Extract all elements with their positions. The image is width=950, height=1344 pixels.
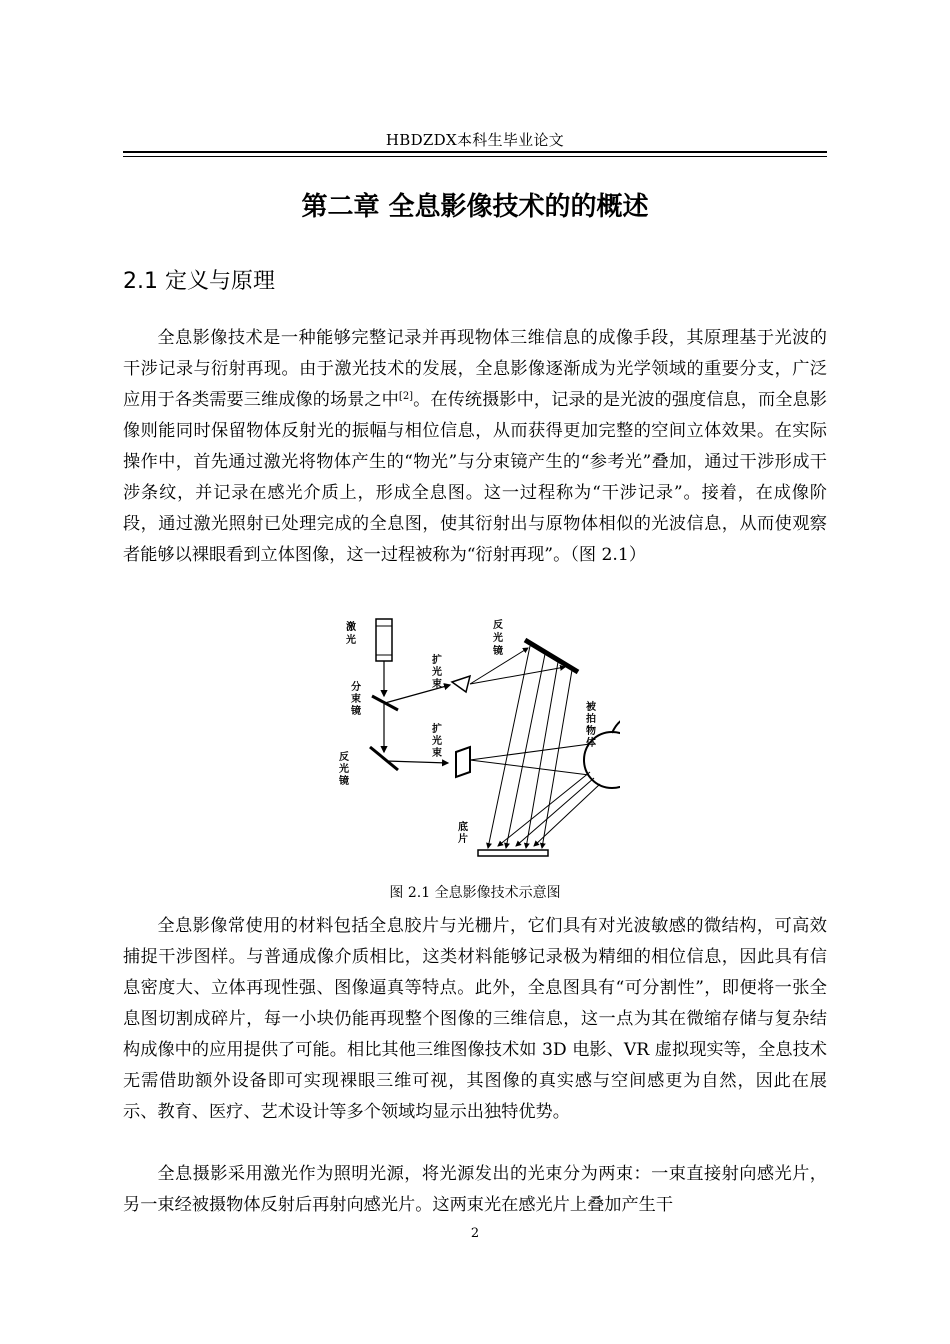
paragraph-text: 全息影像技术是一种能够完整记录并再现物体三维信息的成像手段，其原理基于光波的干涉记录与衍射再现。由于激光技术的发展，全息影像逐渐成为光学领域的重要分支，广泛应用于各类需要三维成像的场景之中 <box>123 328 827 410</box>
label-char: 激 <box>346 622 356 633</box>
hologram-diagram <box>330 612 620 862</box>
label-char: 光 <box>346 635 356 646</box>
label-char: 光 <box>432 736 442 747</box>
label-char: 被 <box>586 702 596 713</box>
label-char: 片 <box>458 834 468 845</box>
label-expander-2 <box>432 722 442 759</box>
label-char: 光 <box>493 633 503 644</box>
label-object <box>586 700 597 749</box>
label-char: 反 <box>339 752 349 763</box>
label-laser <box>346 620 356 646</box>
figure-caption: 图 2.1 全息影像技术示意图 <box>389 885 561 901</box>
label-char: 光 <box>432 667 442 678</box>
label-char: 底 <box>458 822 468 833</box>
label-film <box>458 820 468 845</box>
paragraph-materials: 全息影像常使用的材料包括全息胶片与光栅片，它们具有对光波敏感的微结构，可高效捕捉干涉图样。与普通成像介质相比，这类材料能够记录极为精细的相位信息，因此具有信息密度大、立体再现性强、图像逼真等特点。此外，全息图具有“可分割性”，即便将一张全息图切割成碎片，每一小块仍能再现整个图像的三维信息，这一点为其在微缩存储与复杂结构成像中的应用提供了可能。相比其他三维图像技术如 3D 电影、VR 虚拟现实等，全息技术无需借助额外设备即可实现裸眼三维可视，其图像的真实感与空间感更为自然，因此在展示、教育、医疗、艺术设计等多个领域均显示出独特优势。 <box>123 916 827 1122</box>
label-mirror-left <box>339 750 349 787</box>
paragraph-text: 。在传统摄影中，记录的是光波的强度信息，而全息影像则能同时保留物体反射光的振幅与相位信息，从而获得更加完整的空间立体效果。在实际操作中，首先通过激光将物体产生的“物光”与分束镜产生的“参考光”叠加，通过干涉形成干涉条纹，并记录在感光介质上，形成全息图。这一过程称为“干涉记录”。接着，在成像阶段，通过激光照射已处理完成的全息图，使其衍射出与原物体相似的光波信息，从而使观察者能够以裸眼看到立体图像，这一过程被称为“衍射再现”。（图 2.1） <box>123 390 827 565</box>
label-char: 束 <box>432 748 442 759</box>
label-mirror-top <box>493 618 503 657</box>
label-char: 物 <box>586 726 596 737</box>
header-rule-thick <box>123 151 827 153</box>
label-char: 束 <box>351 694 361 705</box>
header-rule-thin <box>123 156 827 157</box>
label-expander-1 <box>432 653 442 690</box>
label-char: 反 <box>493 620 503 631</box>
label-char: 分 <box>351 682 361 693</box>
citation-ref[interactable]: [2] <box>398 391 414 402</box>
running-header: HBDZDX本科生毕业论文 <box>385 131 565 149</box>
label-char: 镜 <box>339 776 349 787</box>
label-char: 扩 <box>432 724 442 735</box>
paragraph-definition <box>123 323 827 571</box>
label-char: 束 <box>432 679 442 690</box>
mirror-top <box>525 640 578 672</box>
reference-beam-to-expander <box>386 761 448 763</box>
beam-expander-bottom <box>456 747 470 777</box>
label-char: 光 <box>339 764 349 775</box>
label-char: 镜 <box>493 646 503 657</box>
chapter-title: 第二章 全息影像技术的的概述 <box>301 192 649 222</box>
label-char: 拍 <box>586 714 596 725</box>
film-plate <box>478 850 548 856</box>
label-char: 扩 <box>432 655 442 666</box>
label-splitter <box>351 680 361 717</box>
paragraph-photography: 全息摄影采用激光作为照明光源，将光源发出的光束分为两束：一束直接射向感光片，另一束经被摄物体反射后再射向感光片。这两束光在感光片上叠加产生干 <box>123 1164 827 1215</box>
hologram-diagram-svg <box>330 612 620 862</box>
page-number: 2 <box>470 1226 480 1241</box>
beam-expander-top <box>452 676 470 692</box>
label-char: 体 <box>586 738 596 749</box>
label-char: 镜 <box>351 706 361 717</box>
section-title: 2.1 定义与原理 <box>123 269 275 294</box>
